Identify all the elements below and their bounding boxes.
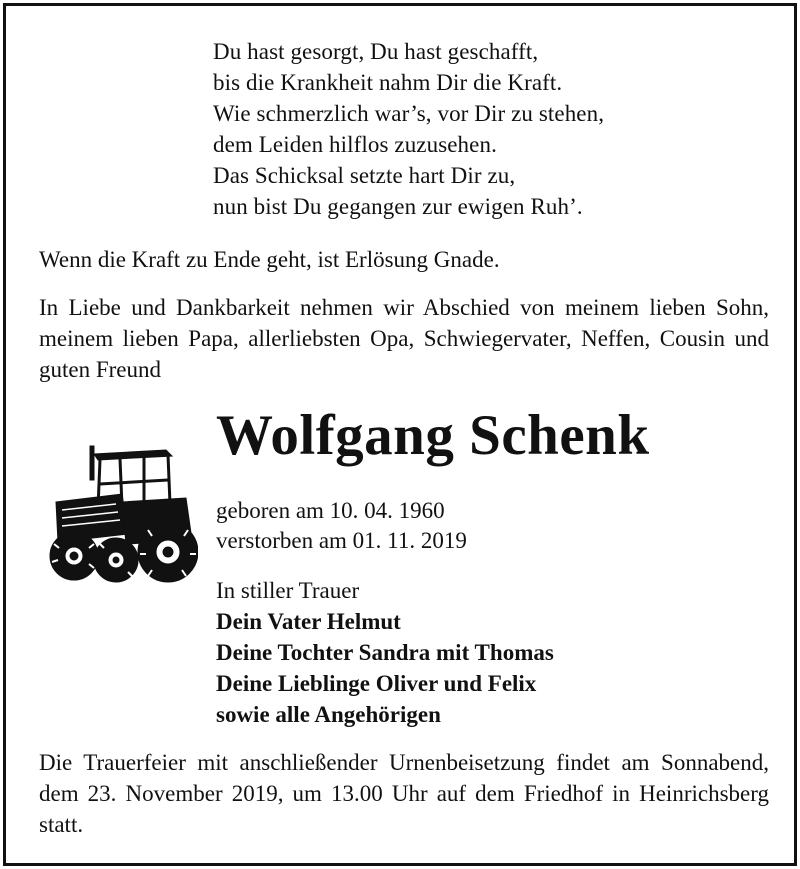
mourner-line: Dein Vater Helmut: [216, 609, 401, 634]
deceased-name: Wolfgang Schenk: [216, 404, 650, 467]
poem-line: bis die Krankheit nahm Dir die Kraft.: [213, 70, 563, 95]
mourner-line: sowie alle Angehörigen: [216, 702, 441, 727]
poem-line: Du hast gesorgt, Du hast geschafft,: [213, 39, 539, 64]
death-date: verstorben am 01. 11. 2019: [216, 528, 467, 553]
quote: Wenn die Kraft zu Ende geht, ist Erlösung Gnade.: [39, 247, 500, 272]
tractor-icon: [36, 444, 198, 590]
mourner-line: Deine Lieblinge Oliver und Felix: [216, 671, 537, 696]
poem-line: Das Schicksal setzte hart Dir zu,: [213, 163, 516, 188]
intro-text: In Liebe und Dankbarkeit nehmen wir Abschied von meinem lieben Sohn, meinem lieben Papa, allerliebsten Opa, Schwiegervater, Neffen, Cousin und guten Freund: [39, 295, 769, 382]
mourner-line: Deine Tochter Sandra mit Thomas: [216, 640, 554, 665]
poem-line: nun bist Du gegangen zur ewigen Ruh’.: [213, 194, 583, 219]
obituary-frame: [3, 3, 797, 866]
life-dates: [216, 496, 467, 556]
poem: [213, 36, 604, 222]
mourning-intro: In stiller Trauer: [216, 578, 360, 603]
mourners: [216, 575, 554, 730]
poem-line: Wie schmerzlich war’s, vor Dir zu stehen,: [213, 101, 605, 126]
poem-line: dem Leiden hilflos zuzusehen.: [213, 132, 497, 157]
birth-date: geboren am 10. 04. 1960: [216, 498, 445, 523]
funeral-notice: Die Trauerfeier mit anschließender Urnenbeisetzung findet am Sonnabend, dem 23. November 2019, um 13.00 Uhr auf dem Friedhof in Heinrichsberg statt.: [39, 750, 769, 837]
